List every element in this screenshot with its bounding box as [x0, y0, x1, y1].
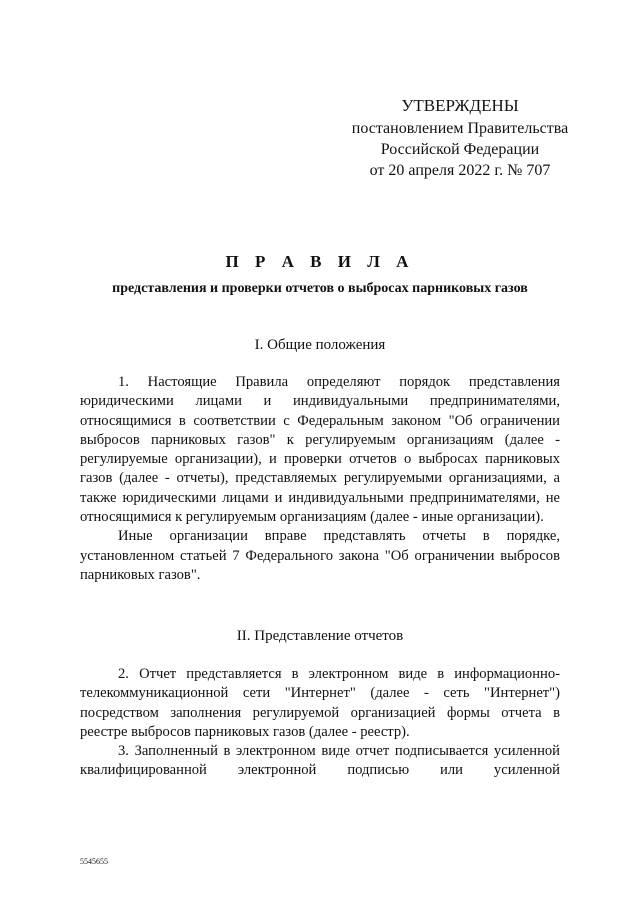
approval-line-2: Российской Федерации: [380, 141, 540, 158]
approval-line-1: постановлением Правительства: [351, 120, 569, 137]
paragraph-3: 2. Отчет представляется в электронном виде в информационно-телекоммуникационной сети "Интернет" (далее - сеть "Интернет") посредством заполнения регулируемой организацией формы отчета в реестре выбросов парниковых газов (далее - реестр).: [80, 666, 560, 740]
paragraph-4: 3. Заполненный в электронном виде отчет подписывается усиленной квалифицированной электронной подписью или усиленной: [80, 743, 560, 779]
section-2-body: [80, 665, 560, 781]
document-subtitle: представления и проверки отчетов о выбросах парниковых газов: [112, 281, 528, 296]
footer-document-code: 5545655: [80, 857, 108, 866]
paragraph-2: Иные организации вправе представлять отчеты в порядке, установленном статьей 7 Федерального закона "Об ограничении выбросов парниковых газов".: [80, 528, 560, 583]
document-title: П Р А В И Л А: [225, 252, 415, 271]
approval-stamp: [340, 94, 580, 181]
section-heading-2: II. Представление отчетов: [236, 628, 404, 644]
section-1-body: [80, 373, 560, 585]
approval-line-3: от 20 апреля 2022 г. № 707: [369, 162, 551, 179]
approval-heading: УТВЕРЖДЕНЫ: [401, 96, 519, 115]
section-heading-1: I. Общие положения: [254, 337, 386, 353]
paragraph-1: 1. Настоящие Правила определяют порядок представления юридическими лицами и индивидуальными предпринимателями, относящимися в соответствии с Федеральным законом "Об ограничении выбросов парниковых газов" к регулируемым организациям (далее - регулируемые организации), и проверки отчетов о выбросах парниковых газов (далее - отчеты), представляемых регулируемыми организациями, а также юридическими лицами и индивидуальными предпринимателями, не относящимися к регулируемым организациям (далее - иные организации).: [80, 374, 560, 526]
